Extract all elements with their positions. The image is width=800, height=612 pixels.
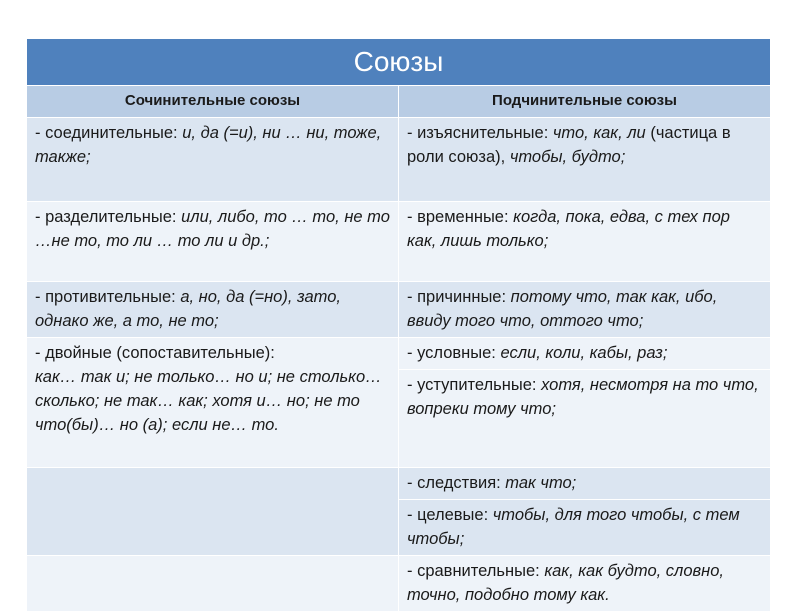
cell-comparative: - сравнительные: как, как будто, словно, точно, подобно тому как. <box>399 556 771 612</box>
unions-table <box>26 38 771 612</box>
header-coordinating: Сочинительные союзы <box>27 86 399 118</box>
cell-empty-left <box>27 468 399 556</box>
cell-conditional: - условные: если, коли, кабы, раз; <box>399 338 771 370</box>
cell-disjunctive: - разделительные: или, либо, то … то, не то …не то, то ли … то ли и др.; <box>27 202 399 282</box>
cell-temporal: - временные: когда, пока, едва, с тех пор как, лишь только; <box>399 202 771 282</box>
cell-connective: - соединительные: и, да (=и), ни … ни, тоже, также; <box>27 118 399 202</box>
header-subordinating: Подчинительные союзы <box>399 86 771 118</box>
cell-explanatory: - изъяснительные: что, как, ли (частица в роли союза), чтобы, будто; <box>399 118 771 202</box>
cell-empty-left-2 <box>27 556 399 612</box>
cell-double: - двойные (сопоставительные): как… так и; не только… но и; не столько… сколько; не так… как; хотя и… но; не то что(бы)… но (а); если не… то. <box>27 338 399 468</box>
cell-concessive: - уступительные: хотя, несмотря на то что, вопреки тому что; <box>399 370 771 468</box>
cell-purpose: - целевые: чтобы, для того чтобы, с тем чтобы; <box>399 500 771 556</box>
table-title: Союзы <box>27 39 771 86</box>
cell-causal: - причинные: потому что, так как, ибо, ввиду того что, оттого что; <box>399 282 771 338</box>
cell-consequence: - следствия: так что; <box>399 468 771 500</box>
cell-adversative: - противительные: а, но, да (=но), зато, однако же, а то, не то; <box>27 282 399 338</box>
